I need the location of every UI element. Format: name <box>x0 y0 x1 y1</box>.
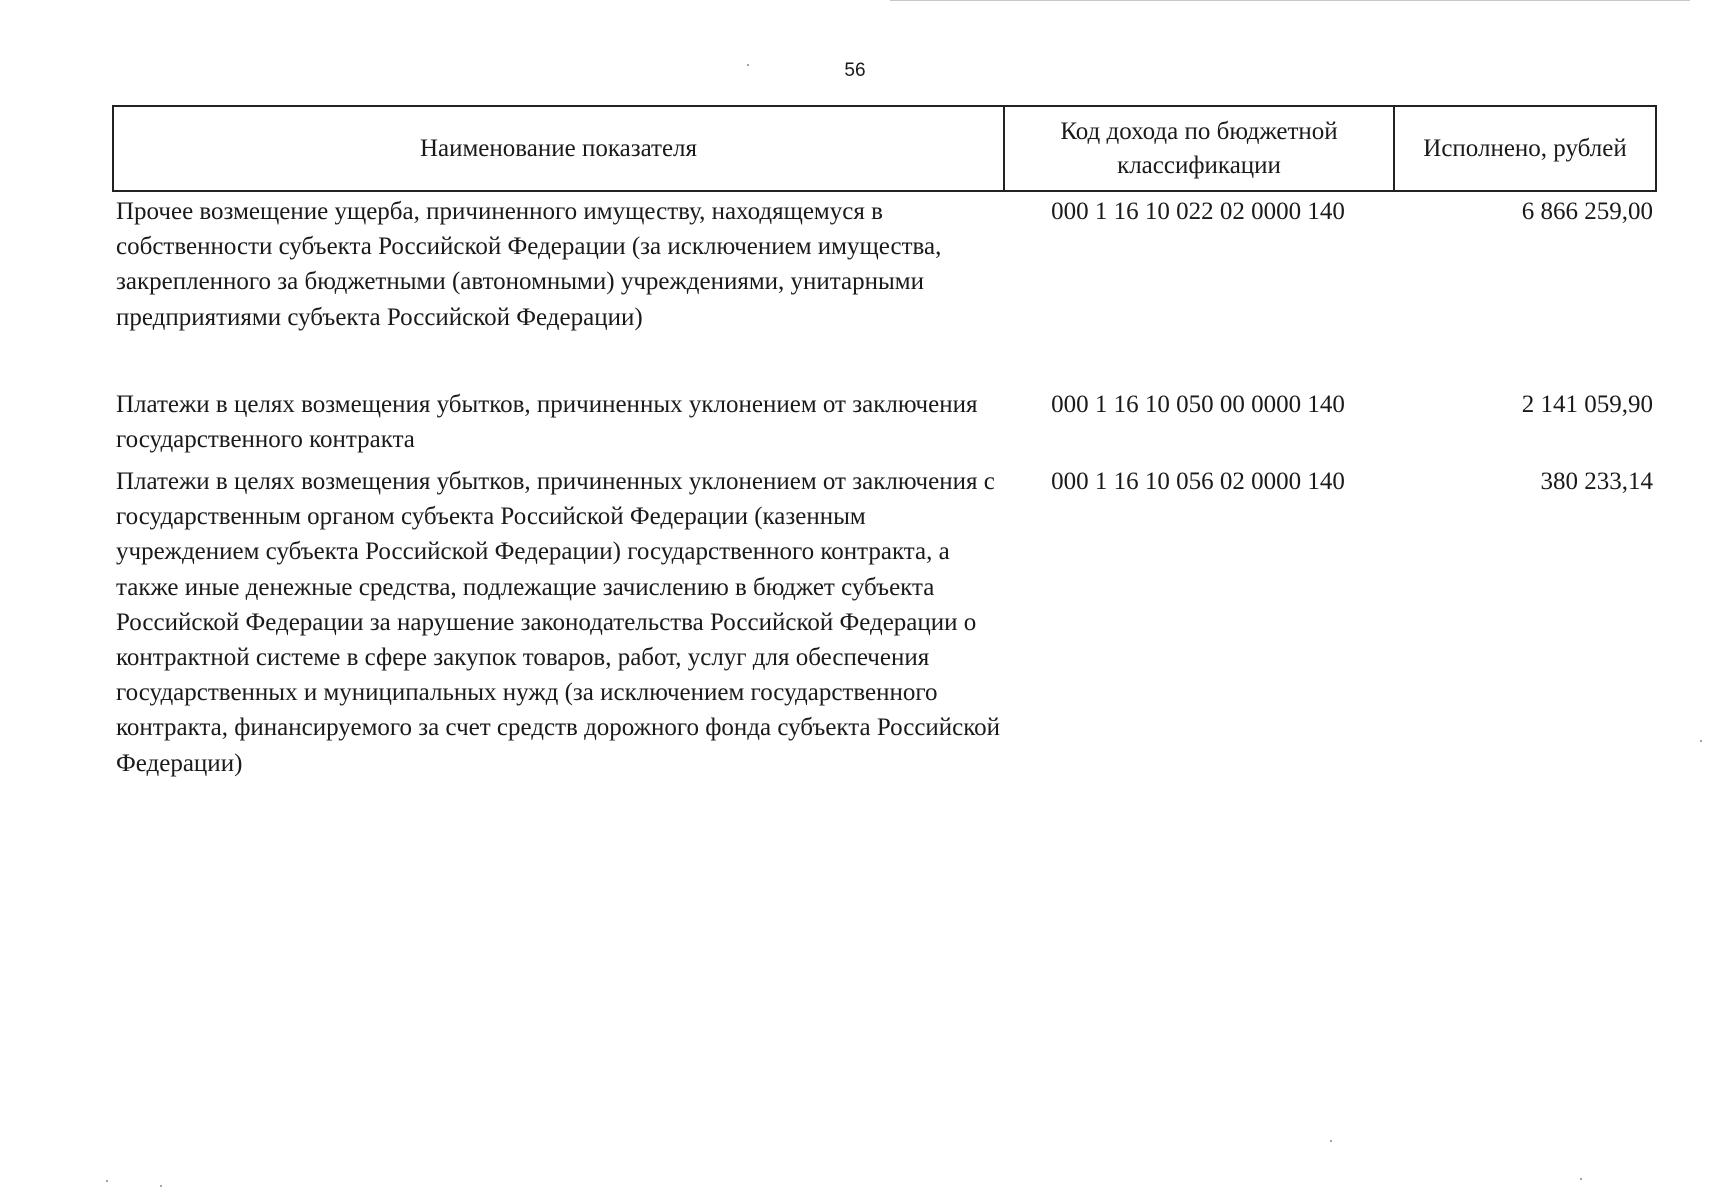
row-amount: 380 233,14 <box>1540 468 1653 495</box>
row-name: Прочее возмещение ущерба, причиненного имуществу, находящемуся в собственности субъекта Российской Федерации (за исключением имущества, закрепленного за бюджетными (автономными) учреждениями, унитарными предприятиями субъекта Российской Федерации) <box>116 198 942 331</box>
row-code: 000 1 16 10 056 02 0000 140 <box>1051 468 1345 495</box>
table-row <box>112 464 1657 781</box>
table-body <box>112 194 1657 781</box>
scan-top-edge-rule <box>890 0 1690 1</box>
header-code-column: Код дохода по бюджетной классификации <box>1005 107 1395 190</box>
row-amount: 6 866 259,00 <box>1521 198 1653 225</box>
scan-speck <box>747 64 749 66</box>
scan-speck <box>1580 1178 1582 1180</box>
scan-speck <box>1330 1140 1332 1142</box>
scan-speck <box>160 1185 162 1187</box>
row-code: 000 1 16 10 022 02 0000 140 <box>1051 198 1345 225</box>
table-header <box>112 105 1657 192</box>
scan-speck <box>106 1180 108 1182</box>
table-row <box>112 387 1657 464</box>
row-name: Платежи в целях возмещения убытков, причиненных уклонением от заключения государственного контракта <box>116 391 978 454</box>
header-amount-column: Исполнено, рублей <box>1423 134 1627 162</box>
table-row <box>112 194 1657 387</box>
scan-speck <box>1700 740 1702 742</box>
row-name: Платежи в целях возмещения убытков, причиненных уклонением от заключения с государственным органом субъекта Российской Федерации (казенным учреждением субъекта Российской Федерации) государственного контракта, а также иные денежные средства, подлежащие зачислению в бюджет субъекта Российской Федерации за нарушение законодательства Российской Федерации о контрактной системе в сфере закупок товаров, работ, услуг для обеспечения государственных и муниципальных нужд (за исключением государственного контракта, финансируемого за счет средств дорожного фонда субъекта Российской Федерации) <box>116 468 1001 777</box>
row-code: 000 1 16 10 050 00 0000 140 <box>1051 391 1345 418</box>
header-name-column: Наименование показателя <box>114 107 1005 190</box>
page-number: 56 <box>844 60 866 81</box>
row-amount: 2 141 059,90 <box>1521 391 1653 418</box>
